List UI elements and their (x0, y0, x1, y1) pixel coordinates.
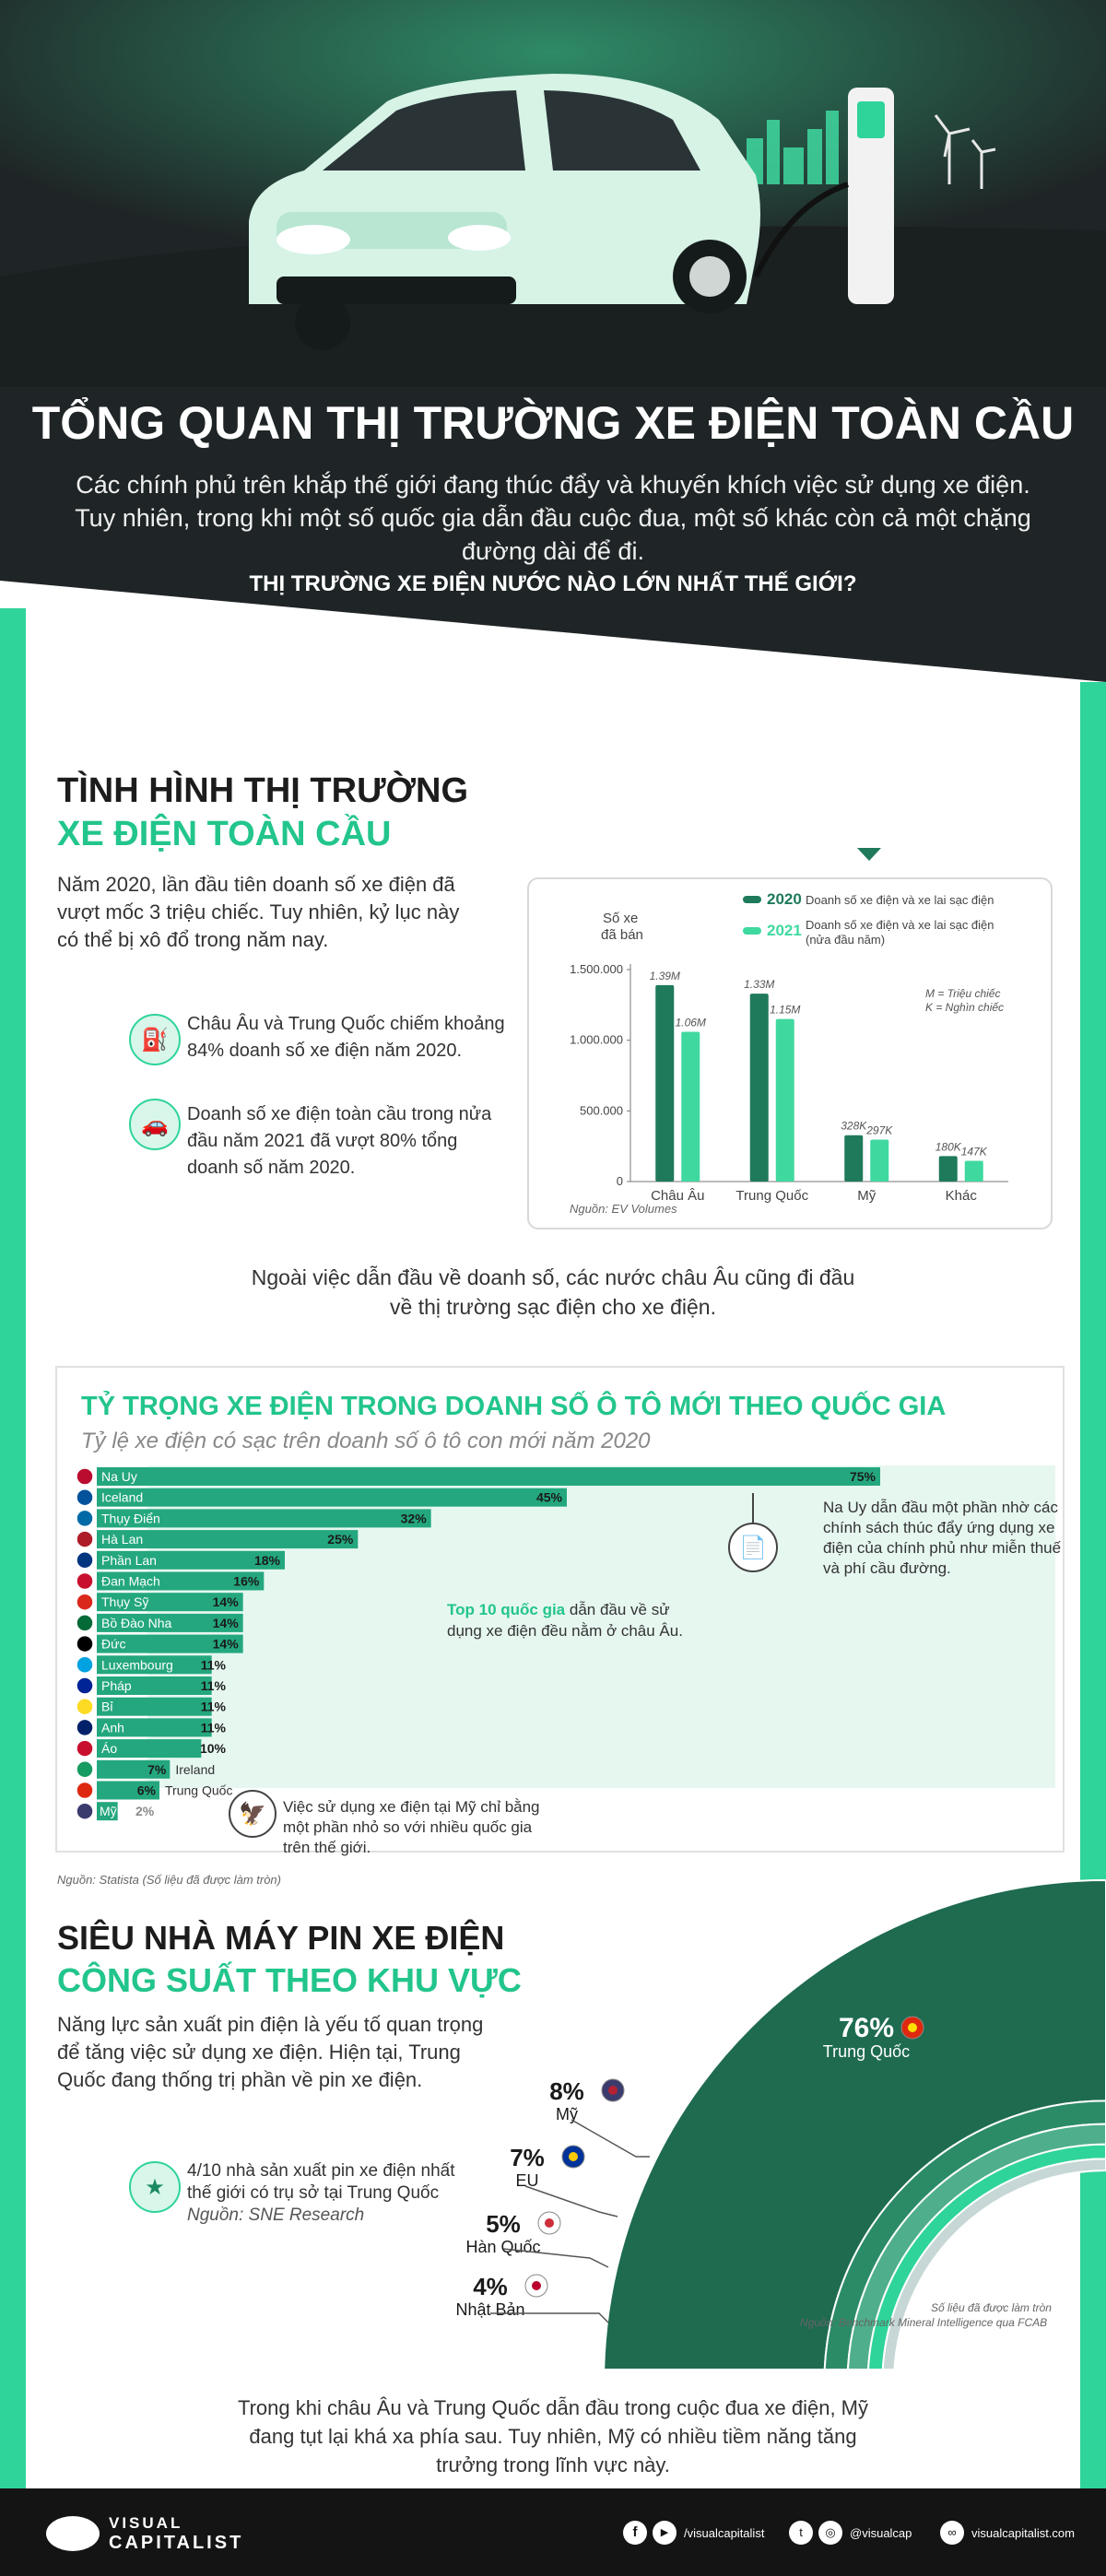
bar-2021 (776, 1019, 794, 1182)
country-flag-icon (76, 1531, 93, 1547)
intro-line: Năng lực sản xuất pin điện là yếu tố quan trọng (57, 2013, 484, 2036)
country-flag-icon (76, 1699, 93, 1715)
bar-2020 (655, 985, 674, 1182)
x-category-label: Châu Âu (651, 1188, 705, 1204)
share-value-label: 6% (136, 1782, 156, 1798)
legend-label-2021: 2021 (767, 922, 802, 939)
share-bar (97, 1698, 212, 1716)
share-value-label: 10% (199, 1741, 226, 1757)
share-value-label: 11% (200, 1657, 226, 1673)
capacity-value-label: 76% (838, 2013, 895, 2043)
region-flag-emblem (532, 2281, 541, 2290)
share-value-label: 45% (535, 1489, 562, 1505)
hero-intro-line: Tuy nhiên, trong khi một số quốc gia dẫn đầu cuộc đua, một số khác còn cả một chặng (75, 504, 1031, 532)
sales-bar-chart (529, 879, 1051, 1228)
note-line: một phần nhỏ so với nhiều quốc gia (283, 1818, 533, 1836)
intro-line: Năm 2020, lần đầu tiên doanh số xe điện đã (57, 873, 455, 896)
country-label: Bỉ (101, 1699, 113, 1714)
region-flag-emblem (608, 2086, 618, 2095)
chart-legend (743, 890, 994, 947)
section3-title-line2: CÔNG SUẤT THEO KHU VỰC (57, 1961, 522, 1999)
capacity-value-label: 4% (473, 2273, 508, 2300)
unit-note: M = Triệu chiếc (925, 987, 1001, 1000)
country-label: Thụy Sỹ (101, 1594, 149, 1610)
top10-note (447, 1599, 683, 1641)
brand-name-line1: VISUAL (109, 2514, 183, 2532)
region-label: Trung Quốc (822, 2042, 911, 2061)
china-stars-icon: ★ (129, 2161, 181, 2213)
country-label: Iceland (101, 1489, 144, 1505)
legend-swatch-2020 (743, 896, 761, 903)
youtube-icon[interactable]: ▶ (653, 2521, 677, 2545)
country-flag-icon (76, 1489, 93, 1506)
us-note (283, 1797, 540, 1858)
share-value-label: 7% (147, 1761, 167, 1777)
fact-line: 84% doanh số xe điện năm 2020. (187, 1041, 462, 1061)
country-flag-icon (76, 1656, 93, 1673)
country-label: Hà Lan (101, 1532, 144, 1547)
hero-intro-line: đường dài để đi. (462, 537, 644, 565)
bar-value-label: 1.06M (675, 1016, 706, 1029)
fuel-pump-icon: ⛽ (129, 1014, 181, 1065)
charging-note (138, 1263, 968, 1322)
sales-chart-box (527, 877, 1053, 1229)
bar-value-label: 297K (866, 1123, 893, 1137)
share-bar (97, 1488, 567, 1507)
share-value-label: 14% (212, 1636, 239, 1652)
charging-note-line: về thị trường sạc điện cho xe điện. (390, 1295, 716, 1319)
intro-line: để tăng việc sử dụng xe điện. Hiện tại, Trung (57, 2041, 461, 2064)
bar-value-label: 1.33M (744, 978, 775, 992)
chart-pointer-icon (855, 846, 883, 863)
battery-source: Nguồn: Benchmark Mineral Intelligence qua FCAB (800, 2316, 1048, 2329)
bar-value-label: 1.15M (770, 1003, 801, 1017)
share-value-label: 25% (327, 1532, 354, 1547)
region-flag-emblem (569, 2152, 578, 2161)
bar-2020 (750, 994, 769, 1182)
country-label: Mỹ (100, 1804, 117, 1819)
x-category-label: Khác (945, 1188, 977, 1204)
norway-note (823, 1498, 1061, 1579)
fact-line: 4/10 nhà sản xuất pin xe điện nhất (187, 2161, 455, 2181)
brand-name-line2: CAPITALIST (109, 2533, 244, 2553)
top10-text: dụng xe điện đều nằm ở châu Âu. (447, 1622, 683, 1640)
legend-desc-2020: Doanh số xe điện và xe lai sạc điện (806, 893, 994, 907)
section1-title-line2: XE ĐIỆN TOÀN CẦU (57, 815, 392, 853)
country-label: Đức (101, 1636, 126, 1652)
social-handle-link[interactable]: @visualcap (850, 2526, 912, 2540)
fact-line: thế giới có trụ sở tại Trung Quốc (187, 2183, 440, 2203)
share-chart-title: TỶ TRỌNG XE ĐIỆN TRONG DOANH SỐ Ô TÔ MỚI THEO QUỐC GIA (81, 1392, 947, 1421)
country-flag-icon (76, 1552, 93, 1569)
section1-title-line1: TÌNH HÌNH THỊ TRƯỜNG (57, 771, 469, 810)
share-chart-subtitle: Tỷ lệ xe điện có sạc trên doanh số ô tô con mới năm 2020 (81, 1429, 651, 1453)
legend-desc-2021: (nửa đầu năm) (806, 933, 886, 947)
share-value-label: 11% (200, 1720, 226, 1735)
share-value-label: 18% (253, 1552, 280, 1568)
note-line: và phí cầu đường. (823, 1559, 951, 1577)
share-value-label: 14% (212, 1615, 239, 1630)
bar-2020 (939, 1156, 958, 1182)
capacity-value-label: 5% (486, 2210, 521, 2238)
intro-line: Quốc đang thống trị phần về pin xe điện. (57, 2068, 423, 2091)
bar-value-label: 1.39M (649, 969, 680, 982)
note-line: chính sách thúc đẩy ứng dụng xe (823, 1519, 1055, 1536)
region-label: EU (515, 2171, 539, 2190)
country-flag-icon (76, 1782, 93, 1799)
visual-capitalist-logo-icon (46, 2516, 100, 2551)
social-handle-link[interactable]: /visualcapitalist (684, 2526, 765, 2540)
country-flag-icon (76, 1468, 93, 1485)
country-flag-icon (76, 1615, 93, 1631)
fact-europe-china (187, 1011, 505, 1065)
top10-highlight: Top 10 quốc gia (447, 1601, 566, 1618)
share-value-label: 11% (200, 1699, 226, 1714)
share-value-label: 16% (233, 1573, 260, 1589)
battery-note: Số liệu đã được làm tròn (931, 2301, 1052, 2314)
intro-line: có thể bị xô đổ trong năm nay. (57, 928, 329, 951)
region-flag-emblem (545, 2218, 554, 2228)
note-line: Việc sử dụng xe điện tại Mỹ chỉ bằng (283, 1798, 540, 1816)
bar-2021 (681, 1031, 700, 1182)
country-label: Luxembourg (101, 1657, 173, 1673)
note-line: điện của chính phủ như miễn thuế (823, 1539, 1062, 1557)
share-value-label: 75% (849, 1469, 876, 1484)
country-label: Đan Mạch (101, 1573, 160, 1589)
fact-line: đầu năm 2021 đã vượt 80% tổng (187, 1131, 458, 1151)
legend-label-2020: 2020 (767, 890, 802, 908)
hero-intro (55, 468, 1051, 568)
share-source: Nguồn: Statista (Số liệu đã được làm tròn) (57, 1873, 281, 1887)
section1-intro (57, 871, 518, 954)
website-link[interactable]: visualcapitalist.com (971, 2526, 1075, 2540)
country-flag-icon (76, 1719, 93, 1735)
fact-line: Châu Âu và Trung Quốc chiếm khoảng (187, 1014, 505, 1034)
fact-line: Doanh số xe điện toàn cầu trong nửa (187, 1104, 492, 1124)
share-bar (97, 1467, 880, 1486)
closing-line: đang tụt lại khá xa phía sau. Tuy nhiên, Mỹ có nhiều tiềm năng tăng (249, 2425, 857, 2448)
fact-line: doanh số năm 2020. (187, 1158, 356, 1178)
country-label: Áo (101, 1741, 118, 1757)
closing-line: Trong khi châu Âu và Trung Quốc dẫn đầu trong cuộc đua xe điện, Mỹ (237, 2396, 869, 2419)
region-label: Hàn Quốc (465, 2238, 541, 2256)
country-flag-icon (76, 1740, 93, 1757)
top10-text: dẫn đầu về sử (565, 1601, 670, 1618)
capacity-value-label: 7% (510, 2144, 545, 2171)
capacity-value-label: 8% (549, 2077, 584, 2105)
country-label: Pháp (101, 1678, 132, 1693)
country-label: Phần Lan (101, 1552, 157, 1568)
country-label: Anh (101, 1720, 124, 1735)
bar-value-label: 180K (935, 1140, 961, 1154)
country-flag-icon (76, 1677, 93, 1694)
share-value-label: 11% (200, 1678, 226, 1693)
fact-global-sales (187, 1101, 491, 1182)
y-tick-label: 500.000 (580, 1103, 623, 1118)
country-flag-icon (76, 1636, 93, 1653)
intro-line: vượt mốc 3 triệu chiếc. Tuy nhiên, kỷ lục này (57, 900, 460, 923)
share-value-label: 32% (400, 1511, 427, 1526)
share-value-label: 2% (135, 1804, 155, 1819)
chart-source: Nguồn: EV Volumes (570, 1202, 677, 1216)
hero-question: THỊ TRƯỜNG XE ĐIỆN NƯỚC NÀO LỚN NHẤT THẾ GIỚI? (249, 571, 857, 596)
section3-title-line1: SIÊU NHÀ MÁY PIN XE ĐIỆN (57, 1919, 505, 1957)
leader-line (525, 2186, 618, 2217)
footer (0, 2488, 1106, 2576)
country-flag-icon (76, 1594, 93, 1610)
country-label: Bồ Đào Nha (101, 1615, 172, 1630)
y-axis-label: Số xe (603, 911, 639, 926)
bar-2021 (965, 1160, 983, 1182)
country-label: Thụy Điển (101, 1511, 160, 1526)
legend-swatch-2021 (743, 927, 761, 935)
country-flag-icon (76, 1761, 93, 1778)
unit-note: K = Nghìn chiếc (925, 1001, 1005, 1014)
legend-desc-2021: Doanh số xe điện và xe lai sạc điện (806, 918, 994, 932)
bar-value-label: 147K (960, 1145, 987, 1159)
car-front-icon: 🚗 (129, 1099, 181, 1150)
country-label: Na Uy (101, 1469, 137, 1484)
instagram-icon[interactable]: ◎ (818, 2521, 842, 2545)
note-line: Na Uy dẫn đầu một phần nhờ các (823, 1499, 1058, 1516)
page-title: TỔNG QUAN THỊ TRƯỜNG XE ĐIỆN TOÀN CẦU (31, 397, 1075, 449)
x-category-label: Mỹ (857, 1188, 877, 1204)
country-label: Trung Quốc (165, 1782, 233, 1798)
closing-line: trưởng trong lĩnh vực này. (436, 2453, 670, 2476)
bar-2021 (870, 1139, 888, 1182)
y-tick-label: 0 (616, 1174, 623, 1188)
closing-text (138, 2394, 968, 2479)
us-seal-icon: 🦅 (229, 1790, 276, 1838)
bar-value-label: 328K (841, 1119, 867, 1133)
fact-source: Nguồn: SNE Research (187, 2205, 365, 2225)
link-icon[interactable]: ∞ (940, 2521, 964, 2545)
region-label: Mỹ (556, 2105, 578, 2123)
hero-intro-line: Các chính phủ trên khắp thế giới đang thúc đẩy và khuyến khích việc sử dụng xe điện. (76, 471, 1030, 499)
y-tick-label: 1.000.000 (570, 1032, 623, 1047)
battery-capacity-chart (0, 1853, 1106, 2369)
bar-2020 (844, 1135, 863, 1182)
country-flag-icon (76, 1803, 93, 1819)
document-icon: 📄 (728, 1523, 778, 1572)
country-flag-icon (76, 1510, 93, 1526)
y-axis-label: đã bán (601, 927, 643, 943)
country-label: Ireland (175, 1761, 216, 1777)
twitter-icon[interactable]: t (789, 2521, 813, 2545)
note-line: trên thế giới. (283, 1839, 371, 1856)
region-label: Nhật Bản (455, 2300, 525, 2319)
region-flag-emblem (908, 2023, 917, 2032)
x-category-label: Trung Quốc (735, 1188, 809, 1204)
country-flag-icon (76, 1573, 93, 1590)
share-value-label: 14% (212, 1594, 239, 1610)
facebook-icon[interactable]: f (623, 2521, 647, 2545)
y-tick-label: 1.500.000 (570, 962, 623, 976)
charging-note-line: Ngoài việc dẫn đầu về doanh số, các nước châu Âu cũng đi đầu (251, 1265, 855, 1289)
